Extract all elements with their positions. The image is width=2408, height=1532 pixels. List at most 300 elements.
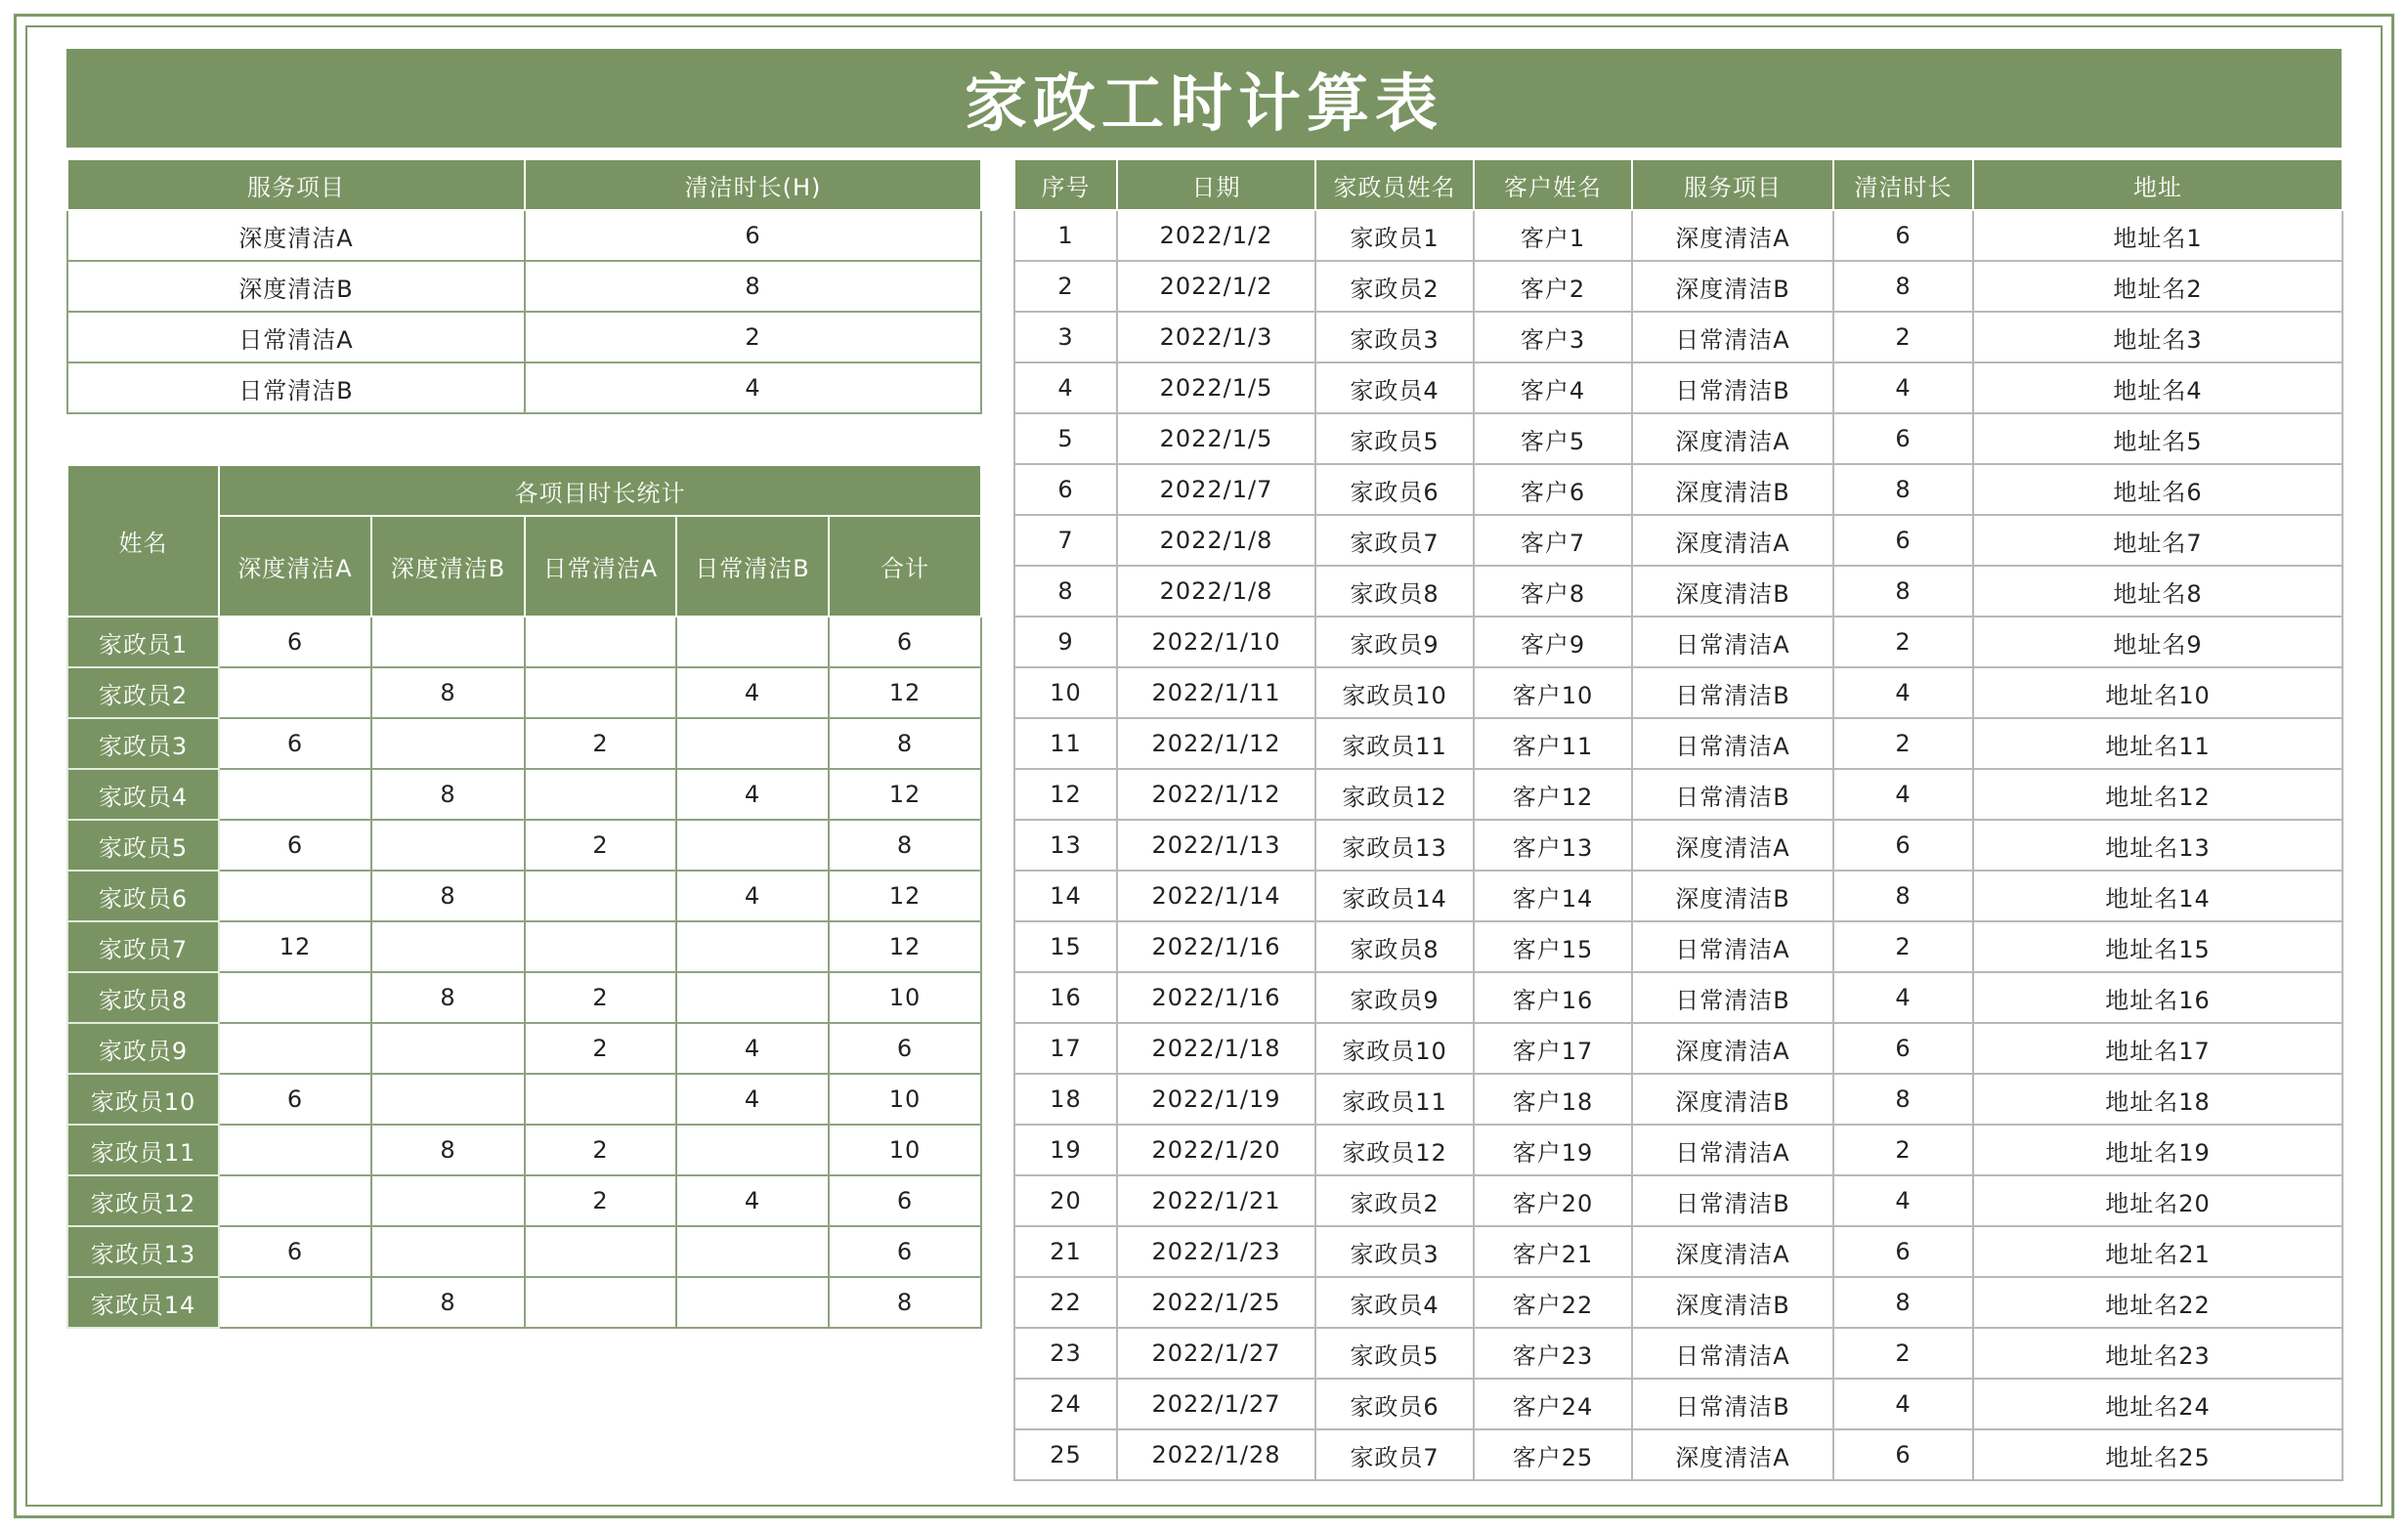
deep-clean-b-cell bbox=[371, 1074, 525, 1125]
stats-row bbox=[67, 1277, 981, 1328]
worker-name-cell: 家政员11 bbox=[67, 1125, 219, 1175]
date-header: 日期 bbox=[1117, 159, 1315, 210]
date-cell: 2022/1/23 bbox=[1117, 1226, 1315, 1277]
row-number-cell: 14 bbox=[1014, 871, 1117, 921]
record-row bbox=[1014, 617, 2343, 667]
cleaning-duration-cell: 6 bbox=[1833, 413, 1973, 464]
daily-clean-b-cell: 4 bbox=[676, 1023, 829, 1074]
record-row bbox=[1014, 1074, 2343, 1125]
daily-clean-a-cell bbox=[525, 1277, 676, 1328]
cleaning-duration-cell: 6 bbox=[1833, 1226, 1973, 1277]
cleaning-duration-cell: 2 bbox=[1833, 617, 1973, 667]
cleaning-duration-header: 清洁时长 bbox=[1833, 159, 1973, 210]
service-item-cell: 深度清洁B bbox=[1632, 1277, 1833, 1328]
service-item-cell: 日常清洁A bbox=[1632, 921, 1833, 972]
deep-clean-a-cell: 6 bbox=[219, 1074, 371, 1125]
customer-name-cell: 客户21 bbox=[1474, 1226, 1632, 1277]
group-header: 各项目时长统计 bbox=[219, 465, 981, 516]
customer-name-cell: 客户20 bbox=[1474, 1175, 1632, 1226]
daily-clean-a-cell: 2 bbox=[525, 972, 676, 1023]
service-item-cell: 深度清洁B bbox=[1632, 1074, 1833, 1125]
cleaning-duration-cell: 2 bbox=[1833, 1328, 1973, 1379]
cleaning-duration-cell: 8 bbox=[1833, 261, 1973, 312]
service-item-cell: 日常清洁B bbox=[67, 362, 525, 413]
stats-row bbox=[67, 617, 981, 667]
worker-stats-table bbox=[66, 464, 982, 1329]
date-cell: 2022/1/12 bbox=[1117, 769, 1315, 820]
stats-row bbox=[67, 1226, 981, 1277]
service-item-cell: 深度清洁A bbox=[1632, 1023, 1833, 1074]
daily-clean-b-cell: 4 bbox=[676, 1175, 829, 1226]
record-row bbox=[1014, 1328, 2343, 1379]
cleaning-duration-cell: 4 bbox=[1833, 1175, 1973, 1226]
customer-name-cell: 客户2 bbox=[1474, 261, 1632, 312]
daily-clean-b-cell bbox=[676, 718, 829, 769]
cleaning-duration-cell: 6 bbox=[1833, 820, 1973, 871]
daily-clean-a-cell: 2 bbox=[525, 820, 676, 871]
deep-clean-a-cell bbox=[219, 769, 371, 820]
address-header: 地址 bbox=[1973, 159, 2343, 210]
address-cell: 地址名25 bbox=[1973, 1429, 2343, 1480]
row-number-cell: 7 bbox=[1014, 515, 1117, 566]
deep-clean-a-cell bbox=[219, 972, 371, 1023]
worker-name-cell: 家政员4 bbox=[1315, 362, 1474, 413]
cleaning-duration-cell: 8 bbox=[1833, 871, 1973, 921]
cleaning-duration-cell: 6 bbox=[1833, 210, 1973, 261]
cleaning-duration-cell: 4 bbox=[525, 362, 981, 413]
worker-name-cell: 家政员7 bbox=[1315, 515, 1474, 566]
deep-clean-b-cell bbox=[371, 1175, 525, 1226]
deep-clean-a-header: 深度清洁A bbox=[219, 516, 371, 617]
worker-name-cell: 家政员13 bbox=[1315, 820, 1474, 871]
deep-clean-a-cell: 6 bbox=[219, 1226, 371, 1277]
record-row bbox=[1014, 921, 2343, 972]
worker-name-cell: 家政员11 bbox=[1315, 718, 1474, 769]
cleaning-duration-cell: 4 bbox=[1833, 362, 1973, 413]
date-cell: 2022/1/8 bbox=[1117, 566, 1315, 617]
daily-clean-b-cell bbox=[676, 1226, 829, 1277]
record-row bbox=[1014, 210, 2343, 261]
cleaning-duration-cell: 6 bbox=[525, 210, 981, 261]
worker-name-cell: 家政员3 bbox=[1315, 1226, 1474, 1277]
record-row bbox=[1014, 667, 2343, 718]
deep-clean-b-cell bbox=[371, 820, 525, 871]
record-row bbox=[1014, 362, 2343, 413]
row-number-cell: 16 bbox=[1014, 972, 1117, 1023]
customer-name-cell: 客户19 bbox=[1474, 1125, 1632, 1175]
date-cell: 2022/1/13 bbox=[1117, 820, 1315, 871]
record-row bbox=[1014, 718, 2343, 769]
deep-clean-b-cell bbox=[371, 718, 525, 769]
service-row bbox=[67, 362, 981, 413]
row-number-cell: 10 bbox=[1014, 667, 1117, 718]
service-item-cell: 深度清洁B bbox=[1632, 464, 1833, 515]
daily-clean-a-cell bbox=[525, 1074, 676, 1125]
worker-name-cell: 家政员10 bbox=[1315, 1023, 1474, 1074]
record-row bbox=[1014, 871, 2343, 921]
customer-name-cell: 客户8 bbox=[1474, 566, 1632, 617]
worker-name-cell: 家政员13 bbox=[67, 1226, 219, 1277]
address-cell: 地址名19 bbox=[1973, 1125, 2343, 1175]
cleaning-duration-cell: 4 bbox=[1833, 1379, 1973, 1429]
stats-row bbox=[67, 820, 981, 871]
worker-name-cell: 家政员12 bbox=[67, 1175, 219, 1226]
address-cell: 地址名1 bbox=[1973, 210, 2343, 261]
address-cell: 地址名13 bbox=[1973, 820, 2343, 871]
service-item-cell: 深度清洁A bbox=[1632, 1429, 1833, 1480]
service-item-cell: 深度清洁B bbox=[1632, 261, 1833, 312]
daily-clean-a-cell: 2 bbox=[525, 1125, 676, 1175]
record-row bbox=[1014, 820, 2343, 871]
worker-name-cell: 家政员2 bbox=[67, 667, 219, 718]
worker-name-cell: 家政员2 bbox=[1315, 261, 1474, 312]
row-number-cell: 5 bbox=[1014, 413, 1117, 464]
stats-row bbox=[67, 769, 981, 820]
address-cell: 地址名24 bbox=[1973, 1379, 2343, 1429]
total-cell: 8 bbox=[829, 1277, 981, 1328]
date-cell: 2022/1/14 bbox=[1117, 871, 1315, 921]
customer-name-cell: 客户3 bbox=[1474, 312, 1632, 362]
customer-name-cell: 客户4 bbox=[1474, 362, 1632, 413]
daily-clean-b-cell: 4 bbox=[676, 769, 829, 820]
service-item-cell: 深度清洁A bbox=[1632, 820, 1833, 871]
service-item-cell: 深度清洁B bbox=[1632, 871, 1833, 921]
record-row bbox=[1014, 769, 2343, 820]
row-number-cell: 18 bbox=[1014, 1074, 1117, 1125]
deep-clean-b-header: 深度清洁B bbox=[371, 516, 525, 617]
daily-clean-a-cell: 2 bbox=[525, 1175, 676, 1226]
record-row bbox=[1014, 1277, 2343, 1328]
row-number-cell: 6 bbox=[1014, 464, 1117, 515]
row-number-header: 序号 bbox=[1014, 159, 1117, 210]
worker-name-cell: 家政员6 bbox=[67, 871, 219, 921]
row-number-cell: 8 bbox=[1014, 566, 1117, 617]
row-number-cell: 1 bbox=[1014, 210, 1117, 261]
total-cell: 6 bbox=[829, 1226, 981, 1277]
customer-name-header: 客户姓名 bbox=[1474, 159, 1632, 210]
worker-name-cell: 家政员3 bbox=[1315, 312, 1474, 362]
stats-row bbox=[67, 1175, 981, 1226]
daily-clean-a-cell: 2 bbox=[525, 1023, 676, 1074]
total-cell: 12 bbox=[829, 667, 981, 718]
cleaning-duration-cell: 2 bbox=[1833, 1125, 1973, 1175]
worker-name-cell: 家政员3 bbox=[67, 718, 219, 769]
worker-name-cell: 家政员11 bbox=[1315, 1074, 1474, 1125]
total-cell: 6 bbox=[829, 617, 981, 667]
deep-clean-b-cell: 8 bbox=[371, 871, 525, 921]
worker-name-cell: 家政员12 bbox=[1315, 769, 1474, 820]
service-duration-table bbox=[66, 158, 982, 414]
cleaning-duration-cell: 2 bbox=[1833, 921, 1973, 972]
customer-name-cell: 客户10 bbox=[1474, 667, 1632, 718]
address-cell: 地址名12 bbox=[1973, 769, 2343, 820]
row-number-cell: 15 bbox=[1014, 921, 1117, 972]
service-item-header: 服务项目 bbox=[67, 159, 525, 210]
address-cell: 地址名23 bbox=[1973, 1328, 2343, 1379]
address-cell: 地址名15 bbox=[1973, 921, 2343, 972]
worker-name-cell: 家政员8 bbox=[1315, 921, 1474, 972]
row-number-cell: 20 bbox=[1014, 1175, 1117, 1226]
daily-clean-a-header: 日常清洁A bbox=[525, 516, 676, 617]
total-cell: 10 bbox=[829, 1125, 981, 1175]
address-cell: 地址名4 bbox=[1973, 362, 2343, 413]
service-item-header: 服务项目 bbox=[1632, 159, 1833, 210]
customer-name-cell: 客户16 bbox=[1474, 972, 1632, 1023]
total-cell: 12 bbox=[829, 921, 981, 972]
worker-name-cell: 家政员5 bbox=[1315, 1328, 1474, 1379]
daily-clean-b-cell bbox=[676, 921, 829, 972]
record-row bbox=[1014, 566, 2343, 617]
deep-clean-a-cell: 6 bbox=[219, 718, 371, 769]
stats-row bbox=[67, 1023, 981, 1074]
service-table-body bbox=[67, 210, 981, 413]
stats-header-row-1 bbox=[67, 465, 981, 516]
record-row bbox=[1014, 1023, 2343, 1074]
address-cell: 地址名3 bbox=[1973, 312, 2343, 362]
address-cell: 地址名5 bbox=[1973, 413, 2343, 464]
worker-name-cell: 家政员2 bbox=[1315, 1175, 1474, 1226]
date-cell: 2022/1/10 bbox=[1117, 617, 1315, 667]
daily-clean-b-header: 日常清洁B bbox=[676, 516, 829, 617]
worker-name-cell: 家政员1 bbox=[67, 617, 219, 667]
date-cell: 2022/1/11 bbox=[1117, 667, 1315, 718]
service-item-cell: 日常清洁A bbox=[1632, 1328, 1833, 1379]
service-item-cell: 日常清洁B bbox=[1632, 769, 1833, 820]
stats-row bbox=[67, 871, 981, 921]
customer-name-cell: 客户12 bbox=[1474, 769, 1632, 820]
address-cell: 地址名2 bbox=[1973, 261, 2343, 312]
worker-name-cell: 家政员10 bbox=[67, 1074, 219, 1125]
record-row bbox=[1014, 1379, 2343, 1429]
deep-clean-a-cell: 12 bbox=[219, 921, 371, 972]
deep-clean-a-cell bbox=[219, 1023, 371, 1074]
date-cell: 2022/1/12 bbox=[1117, 718, 1315, 769]
row-number-cell: 3 bbox=[1014, 312, 1117, 362]
worker-name-cell: 家政员10 bbox=[1315, 667, 1474, 718]
daily-clean-a-cell bbox=[525, 769, 676, 820]
cleaning-duration-header: 清洁时长(H) bbox=[525, 159, 981, 210]
address-cell: 地址名9 bbox=[1973, 617, 2343, 667]
cleaning-duration-cell: 8 bbox=[525, 261, 981, 312]
daily-clean-b-cell bbox=[676, 820, 829, 871]
worker-name-cell: 家政员14 bbox=[67, 1277, 219, 1328]
date-cell: 2022/1/2 bbox=[1117, 210, 1315, 261]
customer-name-cell: 客户5 bbox=[1474, 413, 1632, 464]
record-row bbox=[1014, 1429, 2343, 1480]
cleaning-duration-cell: 2 bbox=[525, 312, 981, 362]
daily-clean-a-cell bbox=[525, 921, 676, 972]
service-row bbox=[67, 261, 981, 312]
row-number-cell: 24 bbox=[1014, 1379, 1117, 1429]
cleaning-duration-cell: 6 bbox=[1833, 1023, 1973, 1074]
daily-clean-b-cell: 4 bbox=[676, 871, 829, 921]
worker-name-header: 家政员姓名 bbox=[1315, 159, 1474, 210]
daily-clean-a-cell bbox=[525, 1226, 676, 1277]
record-row bbox=[1014, 1175, 2343, 1226]
cleaning-duration-cell: 4 bbox=[1833, 769, 1973, 820]
daily-clean-a-cell: 2 bbox=[525, 718, 676, 769]
total-cell: 10 bbox=[829, 1074, 981, 1125]
stats-row bbox=[67, 667, 981, 718]
total-cell: 12 bbox=[829, 769, 981, 820]
customer-name-cell: 客户17 bbox=[1474, 1023, 1632, 1074]
row-number-cell: 19 bbox=[1014, 1125, 1117, 1175]
name-header: 姓名 bbox=[67, 465, 219, 617]
daily-clean-b-cell: 4 bbox=[676, 667, 829, 718]
daily-clean-a-cell bbox=[525, 871, 676, 921]
total-cell: 6 bbox=[829, 1023, 981, 1074]
service-item-cell: 日常清洁A bbox=[1632, 718, 1833, 769]
row-number-cell: 22 bbox=[1014, 1277, 1117, 1328]
row-number-cell: 9 bbox=[1014, 617, 1117, 667]
date-cell: 2022/1/5 bbox=[1117, 413, 1315, 464]
worker-name-cell: 家政员8 bbox=[1315, 566, 1474, 617]
deep-clean-b-cell bbox=[371, 617, 525, 667]
deep-clean-a-cell: 6 bbox=[219, 820, 371, 871]
service-item-cell: 日常清洁A bbox=[1632, 312, 1833, 362]
stats-row bbox=[67, 1074, 981, 1125]
date-cell: 2022/1/20 bbox=[1117, 1125, 1315, 1175]
deep-clean-b-cell: 8 bbox=[371, 667, 525, 718]
address-cell: 地址名10 bbox=[1973, 667, 2343, 718]
service-records-table bbox=[1013, 158, 2344, 1481]
row-number-cell: 4 bbox=[1014, 362, 1117, 413]
cleaning-duration-cell: 2 bbox=[1833, 312, 1973, 362]
deep-clean-b-cell: 8 bbox=[371, 972, 525, 1023]
record-row bbox=[1014, 1226, 2343, 1277]
stats-row bbox=[67, 972, 981, 1023]
service-item-cell: 日常清洁B bbox=[1632, 362, 1833, 413]
service-item-cell: 深度清洁A bbox=[1632, 210, 1833, 261]
date-cell: 2022/1/3 bbox=[1117, 312, 1315, 362]
daily-clean-a-cell bbox=[525, 617, 676, 667]
stats-table-body bbox=[67, 617, 981, 1328]
customer-name-cell: 客户23 bbox=[1474, 1328, 1632, 1379]
date-cell: 2022/1/2 bbox=[1117, 261, 1315, 312]
cleaning-duration-cell: 4 bbox=[1833, 667, 1973, 718]
address-cell: 地址名18 bbox=[1973, 1074, 2343, 1125]
cleaning-duration-cell: 8 bbox=[1833, 566, 1973, 617]
deep-clean-a-cell bbox=[219, 1277, 371, 1328]
date-cell: 2022/1/28 bbox=[1117, 1429, 1315, 1480]
deep-clean-b-cell: 8 bbox=[371, 1277, 525, 1328]
service-item-cell: 日常清洁B bbox=[1632, 667, 1833, 718]
daily-clean-b-cell: 4 bbox=[676, 1074, 829, 1125]
customer-name-cell: 客户22 bbox=[1474, 1277, 1632, 1328]
stats-row bbox=[67, 921, 981, 972]
row-number-cell: 25 bbox=[1014, 1429, 1117, 1480]
row-number-cell: 12 bbox=[1014, 769, 1117, 820]
cleaning-duration-cell: 6 bbox=[1833, 515, 1973, 566]
deep-clean-a-cell bbox=[219, 1125, 371, 1175]
date-cell: 2022/1/7 bbox=[1117, 464, 1315, 515]
worker-name-cell: 家政员5 bbox=[67, 820, 219, 871]
deep-clean-a-cell bbox=[219, 667, 371, 718]
row-number-cell: 2 bbox=[1014, 261, 1117, 312]
customer-name-cell: 客户15 bbox=[1474, 921, 1632, 972]
record-row bbox=[1014, 1125, 2343, 1175]
total-cell: 6 bbox=[829, 1175, 981, 1226]
cleaning-duration-cell: 8 bbox=[1833, 1074, 1973, 1125]
total-cell: 10 bbox=[829, 972, 981, 1023]
daily-clean-b-cell bbox=[676, 617, 829, 667]
address-cell: 地址名8 bbox=[1973, 566, 2343, 617]
deep-clean-b-cell: 8 bbox=[371, 769, 525, 820]
row-number-cell: 11 bbox=[1014, 718, 1117, 769]
worker-name-cell: 家政员6 bbox=[1315, 1379, 1474, 1429]
date-cell: 2022/1/18 bbox=[1117, 1023, 1315, 1074]
stats-row bbox=[67, 1125, 981, 1175]
deep-clean-a-cell bbox=[219, 871, 371, 921]
record-row bbox=[1014, 515, 2343, 566]
row-number-cell: 13 bbox=[1014, 820, 1117, 871]
daily-clean-b-cell bbox=[676, 1125, 829, 1175]
deep-clean-b-cell bbox=[371, 1023, 525, 1074]
row-number-cell: 17 bbox=[1014, 1023, 1117, 1074]
cleaning-duration-cell: 4 bbox=[1833, 972, 1973, 1023]
worker-name-cell: 家政员9 bbox=[67, 1023, 219, 1074]
service-row bbox=[67, 210, 981, 261]
worker-name-cell: 家政员7 bbox=[1315, 1429, 1474, 1480]
customer-name-cell: 客户9 bbox=[1474, 617, 1632, 667]
record-row bbox=[1014, 972, 2343, 1023]
date-cell: 2022/1/5 bbox=[1117, 362, 1315, 413]
deep-clean-b-cell bbox=[371, 1226, 525, 1277]
worker-name-cell: 家政员14 bbox=[1315, 871, 1474, 921]
cleaning-duration-cell: 6 bbox=[1833, 1429, 1973, 1480]
cleaning-duration-cell: 8 bbox=[1833, 1277, 1973, 1328]
record-row bbox=[1014, 312, 2343, 362]
worker-name-cell: 家政员4 bbox=[1315, 1277, 1474, 1328]
address-cell: 地址名22 bbox=[1973, 1277, 2343, 1328]
service-item-cell: 日常清洁B bbox=[1632, 972, 1833, 1023]
customer-name-cell: 客户13 bbox=[1474, 820, 1632, 871]
record-row bbox=[1014, 413, 2343, 464]
worker-name-cell: 家政员8 bbox=[67, 972, 219, 1023]
worker-name-cell: 家政员6 bbox=[1315, 464, 1474, 515]
customer-name-cell: 客户1 bbox=[1474, 210, 1632, 261]
deep-clean-b-cell bbox=[371, 921, 525, 972]
row-number-cell: 23 bbox=[1014, 1328, 1117, 1379]
worker-name-cell: 家政员9 bbox=[1315, 972, 1474, 1023]
records-table-body bbox=[1014, 210, 2343, 1480]
address-cell: 地址名11 bbox=[1973, 718, 2343, 769]
service-item-cell: 深度清洁A bbox=[1632, 1226, 1833, 1277]
date-cell: 2022/1/27 bbox=[1117, 1379, 1315, 1429]
deep-clean-a-cell bbox=[219, 1175, 371, 1226]
row-number-cell: 21 bbox=[1014, 1226, 1117, 1277]
cleaning-duration-cell: 2 bbox=[1833, 718, 1973, 769]
total-cell: 12 bbox=[829, 871, 981, 921]
worker-name-cell: 家政员7 bbox=[67, 921, 219, 972]
service-item-cell: 深度清洁A bbox=[1632, 413, 1833, 464]
service-item-cell: 日常清洁A bbox=[67, 312, 525, 362]
address-cell: 地址名7 bbox=[1973, 515, 2343, 566]
record-row bbox=[1014, 464, 2343, 515]
service-item-cell: 深度清洁B bbox=[1632, 566, 1833, 617]
address-cell: 地址名16 bbox=[1973, 972, 2343, 1023]
service-row bbox=[67, 312, 981, 362]
service-item-cell: 日常清洁A bbox=[1632, 1125, 1833, 1175]
customer-name-cell: 客户24 bbox=[1474, 1379, 1632, 1429]
daily-clean-b-cell bbox=[676, 972, 829, 1023]
worker-name-cell: 家政员1 bbox=[1315, 210, 1474, 261]
daily-clean-a-cell bbox=[525, 667, 676, 718]
total-cell: 8 bbox=[829, 820, 981, 871]
date-cell: 2022/1/16 bbox=[1117, 972, 1315, 1023]
deep-clean-a-cell: 6 bbox=[219, 617, 371, 667]
service-item-cell: 深度清洁B bbox=[67, 261, 525, 312]
